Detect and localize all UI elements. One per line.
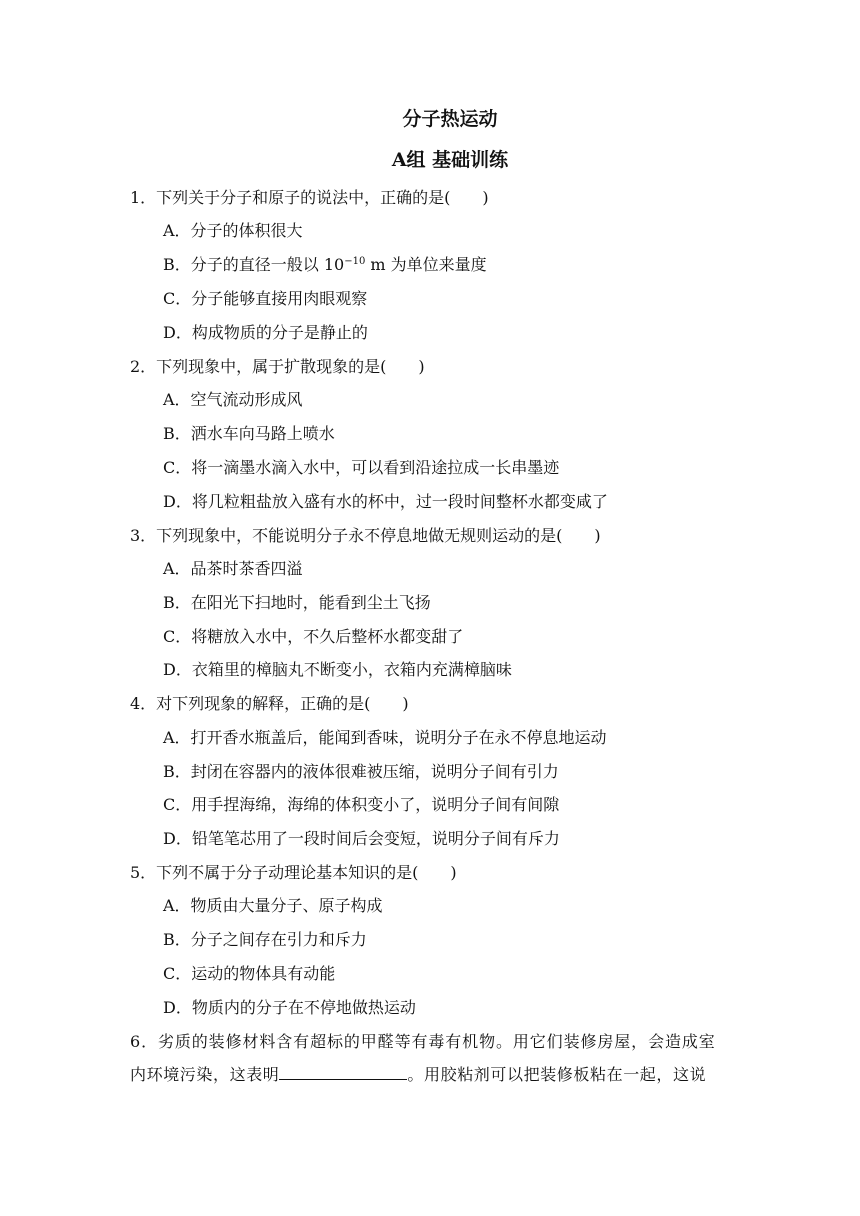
question-5-stem: 5．下列不属于分子动理论基本知识的是( ) [130,863,457,882]
question-3-stem: 3．下列现象中，不能说明分子永不停息地做无规则运动的是( ) [130,526,601,545]
question-4-option-c: C．用手捏海绵，海绵的体积变小了，说明分子间有间隙 [163,795,560,814]
question-6-text-after-blank: 。用胶粘剂可以把装修板粘在一起，这说 [407,1065,707,1084]
question-3-option-b: B．在阳光下扫地时，能看到尘土飞扬 [163,593,431,612]
question-1-option-d: D．构成物质的分子是静止的 [163,323,368,342]
question-3-option-a: A．品茶时茶香四溢 [163,559,303,578]
question-4-option-b: B．封闭在容器内的液体很难被压缩，说明分子间有引力 [163,762,559,781]
question-5-option-c: C．运动的物体具有动能 [163,964,336,983]
question-2-stem: 2．下列现象中，属于扩散现象的是( ) [130,357,425,376]
question-3-option-c: C．将糖放入水中，不久后整杯水都变甜了 [163,627,464,646]
option-b-exponent: −10 [344,256,366,267]
question-1-option-b [163,252,487,275]
question-2-option-c: C．将一滴墨水滴入水中，可以看到沿途拉成一长串墨迹 [163,458,560,477]
answer-blank[interactable] [279,1064,407,1080]
question-5-option-a: A．物质由大量分子、原子构成 [163,896,383,915]
question-4-option-d: D．铅笔笔芯用了一段时间后会变短，说明分子间有斥力 [163,829,560,848]
question-6-line-2 [130,1062,706,1085]
question-5-option-b: B．分子之间存在引力和斥力 [163,930,367,949]
question-3-option-d: D．衣箱里的樟脑丸不断变小，衣箱内充满樟脑味 [163,660,512,679]
question-1-option-a: A．分子的体积很大 [163,221,303,240]
question-1-stem: 1．下列关于分子和原子的说法中，正确的是( ) [130,188,489,207]
question-2-option-a: A．空气流动形成风 [163,390,303,409]
question-1-option-c: C．分子能够直接用肉眼观察 [163,289,368,308]
question-2-option-b: B．洒水车向马路上喷水 [163,424,335,443]
question-6-line-1: 6．劣质的装修材料含有超标的甲醛等有毒有机物。用它们装修房屋，会造成室 [130,1032,716,1051]
option-b-text: B．分子的直径一般以 10 [163,255,345,274]
question-4-option-a: A．打开香水瓶盖后，能闻到香味，说明分子在永不停息地运动 [163,728,607,747]
question-2-option-d: D．将几粒粗盐放入盛有水的杯中，过一段时间整杯水都变咸了 [163,492,608,511]
section-heading: A组 基础训练 [391,149,509,171]
page-title: 分子热运动 [402,108,498,130]
question-4-stem: 4．对下列现象的解释，正确的是( ) [130,694,409,713]
question-5-option-d: D．物质内的分子在不停地做热运动 [163,998,416,1017]
question-6-text-before-blank: 内环境污染，这表明 [130,1065,280,1084]
option-b-tail: m 为单位来量度 [365,255,487,274]
